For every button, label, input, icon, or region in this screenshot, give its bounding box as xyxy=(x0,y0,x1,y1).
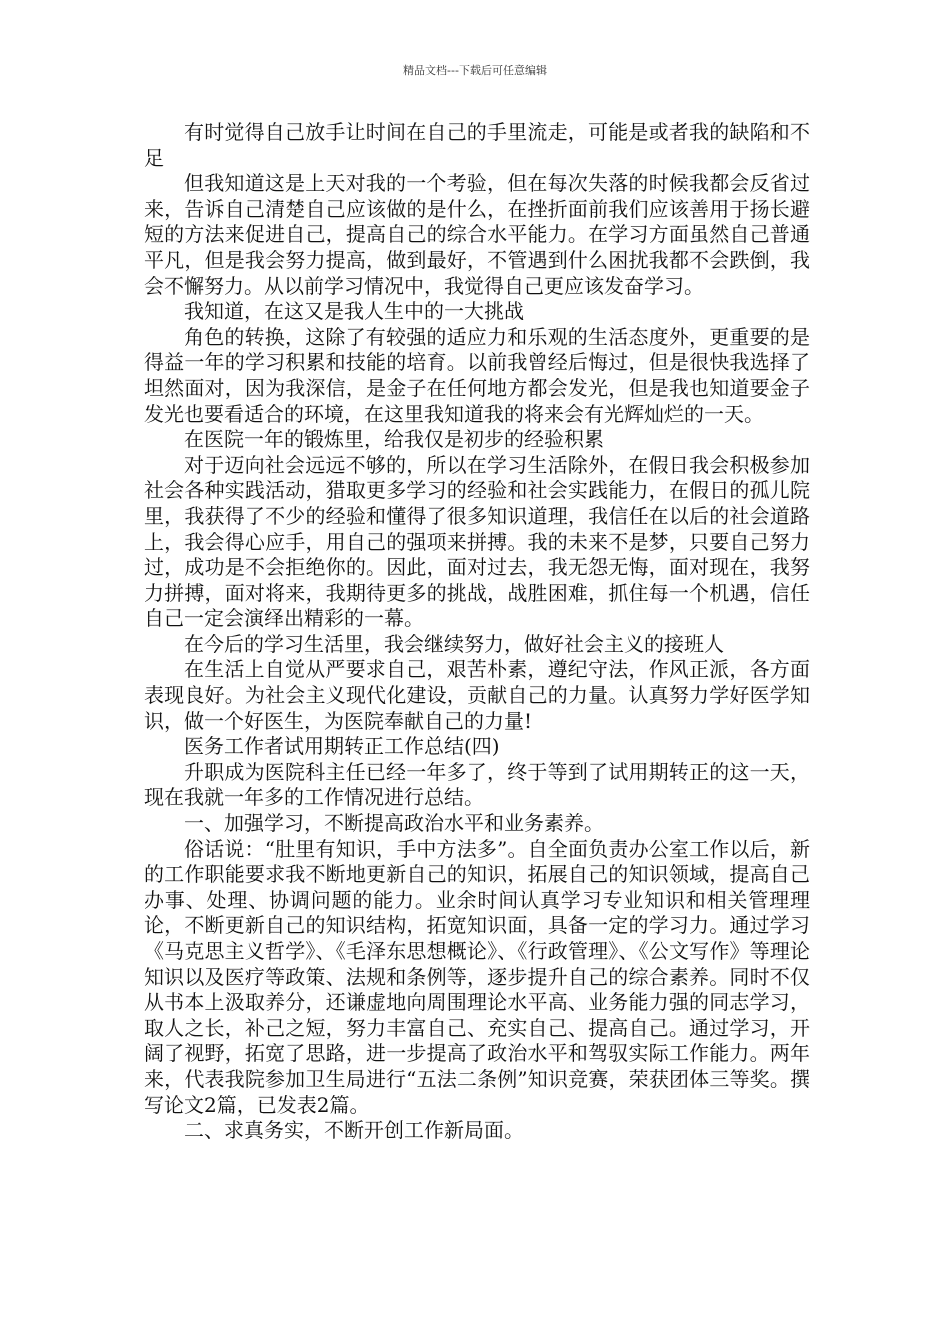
section-title: 医务工作者试用期转正工作总结(四) xyxy=(184,734,500,759)
page-header: 精品文档---下载后可任意编辑 xyxy=(403,64,547,77)
document-body xyxy=(144,120,810,1144)
paragraph: 在医院一年的锻炼里，给我仅是初步的经验积累 xyxy=(184,427,604,452)
section-heading: 二、求真务实，不断开创工作新局面。 xyxy=(184,1118,524,1143)
section-heading: 一、加强学习，不断提高政治水平和业务素养。 xyxy=(184,811,604,836)
paragraph: 角色的转换，这除了有较强的适应力和乐观的生活态度外，更重要的是得益一年的学习积累和技能的培育。以前我曾经后悔过，但是很快我选择了坦然面对，因为我深信，是金子在任何地方都会发光，但是我也知道要金子发光也要看适合的环境，在这里我知道我的将来会有光辉灿烂的一天。 xyxy=(144,324,810,426)
paragraph: 但我知道这是上天对我的一个考验，但在每次失落的时候我都会反省过来，告诉自己清楚自己应该做的是什么，在挫折面前我们应该善用于扬长避短的方法来促进自己，提高自己的综合水平能力。在学习方面虽然自己普通平凡，但是我会努力提高，做到最好，不管遇到什么困扰我都不会跌倒，我会不懈努力。从以前学习情况中，我觉得自己更应该发奋学习。 xyxy=(144,171,810,298)
paragraph: 对于迈向社会远远不够的，所以在学习生活除外，在假日我会积极参加社会各种实践活动，猎取更多学习的经验和社会实践能力，在假日的孤儿院里，我获得了不少的经验和懂得了很多知识道理，我信任在以后的社会道路上，我会得心应手，用自己的强项来拼搏。我的未来不是梦，只要自己努力过，成功是不会拒绝你的。因此，面对过去，我无怨无悔，面对现在，我努力拼搏，面对将来，我期待更多的挑战，战胜困难，抓住每一个机遇，信任自己一定会演绎出精彩的一幕。 xyxy=(144,452,810,631)
paragraph: 俗话说：“肚里有知识，手中方法多”。自全面负责办公室工作以后，新的工作职能要求我不断地更新自己的知识，拓展自己的知识领域，提高自己办事、处理、协调问题的能力。业余时间认真学习专业知识和相关管理理论，不断更新自己的知识结构，拓宽知识面，具备一定的学习力。通过学习《马克思主义哲学》、《毛泽东思想概论》、《行政管理》、《公文写作》等理论知识以及医疗等政策、法规和条例等，逐步提升自己的综合素养。同时不仅从书本上汲取养分，还谦虚地向周围理论水平高、业务能力强的同志学习，取人之长，补己之短，努力丰富自己、充实自己、提高自己。通过学习，开阔了视野，拓宽了思路，进一步提高了政治水平和驾驭实际工作能力。两年来，代表我院参加卫生局进行“五法二条例”知识竞赛，荣获团体三等奖。撰写论文2篇，已发表2篇。 xyxy=(144,836,810,1117)
paragraph: 我知道，在这又是我人生中的一大挑战 xyxy=(184,299,524,324)
paragraph: 升职成为医院科主任已经一年多了，终于等到了试用期转正的这一天，现在我就一年多的工作情况进行总结。 xyxy=(144,759,810,810)
paragraph: 在生活上自觉从严要求自己，艰苦朴素，遵纪守法，作风正派，各方面表现良好。为社会主义现代化建设，贡献自己的力量。认真努力学好医学知识，做一个好医生，为医院奉献自己的力量! xyxy=(144,657,810,733)
paragraph: 在今后的学习生活里，我会继续努力，做好社会主义的接班人 xyxy=(184,631,724,656)
paragraph: 有时觉得自己放手让时间在自己的手里流走，可能是或者我的缺陷和不足 xyxy=(144,120,810,170)
